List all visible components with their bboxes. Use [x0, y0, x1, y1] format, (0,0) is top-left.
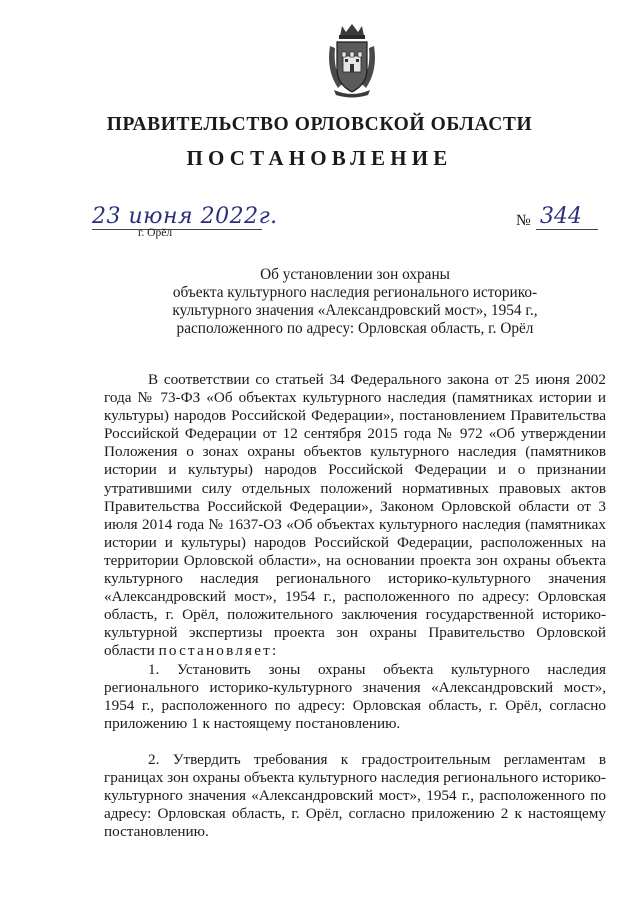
number-sign: №	[516, 212, 531, 229]
subject-line: Об установлении зон охраны	[260, 266, 450, 283]
date-underline	[92, 229, 262, 230]
document-type-title: ПОСТАНОВЛЕНИЕ	[186, 146, 453, 170]
subject-line: объекта культурного наследия регионального историко-	[172, 284, 538, 301]
subject-line: культурного значения «Александровский мост», 1954 г.,	[172, 302, 538, 319]
coat-of-arms-icon	[324, 22, 380, 98]
decision-item-2: 2. Утвердить требования к градостроительным регламентам в границах зон охраны объекта культурного наследия регионального историко-культурного значения «Александровский мост», 1954 г., расположенного по адресу: Орловская область, г. Орёл, согласно приложению 2 к настоящему постановлению.	[104, 751, 606, 841]
document-subject	[150, 266, 560, 338]
handwritten-date: 23 июня 2022г.	[92, 204, 278, 229]
subject-line: расположенного по адресу: Орловская область, г. Орёл	[176, 320, 534, 337]
number-underline	[536, 229, 598, 230]
government-title: ПРАВИТЕЛЬСТВО ОРЛОВСКОЙ ОБЛАСТИ	[106, 114, 533, 135]
preamble-paragraph	[104, 371, 606, 661]
city-label: г. Орёл	[138, 227, 173, 239]
decision-word: постановляет:	[158, 642, 279, 660]
decision-item-1: 1. Установить зоны охраны объекта культурного наследия регионального историко-культурного значения «Александровский мост», 1954 г., расположенного по адресу: Орловская область, г. Орёл, согласно приложению 1 к настоящему постановлению.	[104, 661, 606, 733]
preamble-text: В соответствии со статьей 34 Федерального закона от 25 июня 2002 года № 73-ФЗ «Об объектах культурного наследия (памятниках истории и культуры) народов Российской Федерации», постановлением Правительства Российской Федерации от 12 сентября 2015 года № 972 «Об утверждении Положения о зонах охраны объектов культурного наследия (памятников истории и культуры) народов Российской Федерации и о признании утратившими силу отдельных положений нормативных правовых актов Правительства Российской Федерации», Законом Орловской области от 3 июля 2014 года № 1637-ОЗ «Об объектах культурного наследия (памятниках истории и культуры) народов Российской Федерации, расположенных на территории Орловской области», на основании проекта зон охраны объекта культурного наследия регионального историко-культурного значения «Александровский мост», 1954 г., расположенного по адресу: Орловская область, г. Орёл, положительного заключения государственной историко-культурной экспертизы проекта зон охраны Правительство Орловской области	[104, 371, 606, 660]
handwritten-number: 344	[540, 204, 582, 229]
